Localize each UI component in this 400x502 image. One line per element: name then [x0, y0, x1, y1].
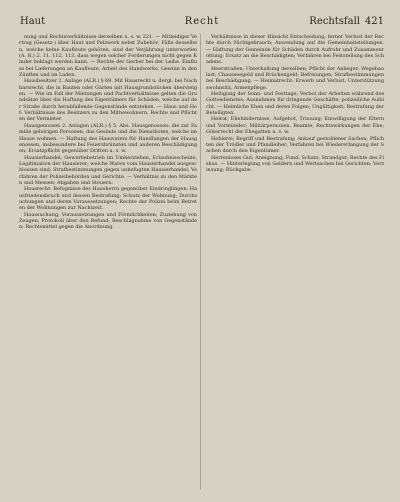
header-right-word: Rechtsfall	[309, 16, 360, 27]
paragraph: Hausrecht: Befugnisse des Hausherrn gegenüber Eindringlingen; Hausfriedensbruch und dessen Bestrafung; Schutz der Wohnung; Durchsuchungen und deren Voraussetzungen; Rechte der Polizei beim Betreten der Wohnungen zur Nachtzeit.	[19, 186, 197, 212]
paragraph: Hausbesitzer 2. Anlage (ALR.) § 69. Mit Hausrecht u. dergl. bei Nachbarsrecht, die in Bauten oder Gärten mit Hausgrundstücken übersteigen. — Wie im Fall der Mietungen und Pachtverhältnisse gelten die Grundsätze über die Haftung des Eigentümers für Schäden, welche auf der Straße durch herabfallende Gegenstände entstehen. — Haus und Hof: Verhältnisse des Besitzers zu den Mitbewohnern, Rechte und Pflichten der Vermieter.	[19, 78, 197, 123]
paragraph: Haussuchung, Voraussetzungen und Förmlichkeiten; Zuziehung von Zeugen; Protokoll über den Befund; Beschlagnahme von Gegenständen; Rechtsmittel gegen die Anordnung.	[19, 211, 197, 231]
paragraph: Heirat; Ehehindernisse, Aufgebot, Trauung; Einwilligung der Eltern und Vormünder; Militärpersonen, Beamte; Rechtswirkungen der Ehe; Güterrecht der Ehegatten u. s. w.	[206, 116, 384, 136]
right-text-column	[206, 34, 384, 490]
paragraph: Verhältnisse in dieser Hinsicht Entscheidung; ferner Verlust der Rechte durch Nichtgebrauch; Anwendung auf die Gemeinheitsteilungen. — Haftung der Gemeinde für Schäden durch Aufruhr und Zusammenrottung; Ersatz an die Beschädigten; Verfahren bei Feststellung des Schadens.	[206, 34, 384, 66]
paragraph: Hausierhandel; Gewerbebetrieb im Umherziehen, Erlaubnisscheine, Legitimation der Hausierer; welche Waren vom Hausierhandel ausgeschlossen sind; Strafbestimmungen gegen unbefugten Hausierhandel; Verfahren der Polizeibehörden und Gerichte. — Verhältnis zu den Märkten und Messen; Abgaben und Steuern.	[19, 154, 197, 186]
paragraph: nung und Rechtsverhältnisse derselben u. s. w. 221. — Mitleidiger Vertrag (Gesetz-) über Haut und Pelzwerk nebst Zubehör; Fälle desselben, welche keine Kaufleute gehören, sind der Verjährung unterworfen (A. R.) 2. 11. 112, 113. dass wegen solcher Forderungen nicht gegen Kinder beklagt werden kann. — Rechte der Gerber bei der Leihe. Einfluss bei Lieferungen an Kaufleute, Arbeit des Handwerks, Gewinn in den Zünften und im Laden.	[19, 34, 197, 79]
paragraph: Heerstraßen; Unterhaltung derselben; Pflicht der Anlieger; Wegebaulast; Chausseegeld und Brückengeld; Befreiungen; Strafbestimmungen bei Beschädigung. — Heimatrecht: Erwerb und Verlust, Unterstützungswohnsitz, Armenpflege.	[206, 65, 384, 91]
paragraph: Hehlerei; Begriff und Bestrafung; Ankauf gestohlener Sachen; Pflichten der Trödler und Pfandleiher; Verfahren bei Wiedererlangung der Sachen durch den Eigentümer.	[206, 135, 384, 155]
header-left-word: Haut	[20, 16, 46, 27]
paragraph: Herrenloses Gut; Aneignung; Fund; Schatz; Strandgut; Rechte des Fiskus. — Hinterlegung von Geldern und Wertsachen bei Gerichten; Verzinsung; Rückgabe.	[206, 154, 384, 174]
left-text-column	[19, 34, 197, 490]
page-number: 421	[364, 16, 384, 27]
column-divider	[200, 34, 201, 490]
header-center-word: Recht	[184, 16, 220, 27]
paragraph: Heiligung der Sonn- und Festtage; Verbot der Arbeiten während des Gottesdienstes; Ausnahmen für dringende Geschäfte; polizeiliche Aufsicht. — Heimliche Ehen und deren Folgen; Ungültigkeit; Bestrafung der Beteiligten.	[206, 91, 384, 117]
paragraph: Hausgenossen 2. Anlagen (ALR.) § 5. Abs. Hausgenossen: die zur Familie gehörigen Personen, das Gesinde und die Dienstboten, welche im Hause wohnen. — Haftung des Hausvaters für Handlungen der Hausgenossen, insbesondere bei Feuersbrünsten und anderen Beschädigungen; Ersatzpflicht gegenüber Dritten u. s. w.	[19, 122, 197, 155]
running-header	[20, 14, 384, 30]
